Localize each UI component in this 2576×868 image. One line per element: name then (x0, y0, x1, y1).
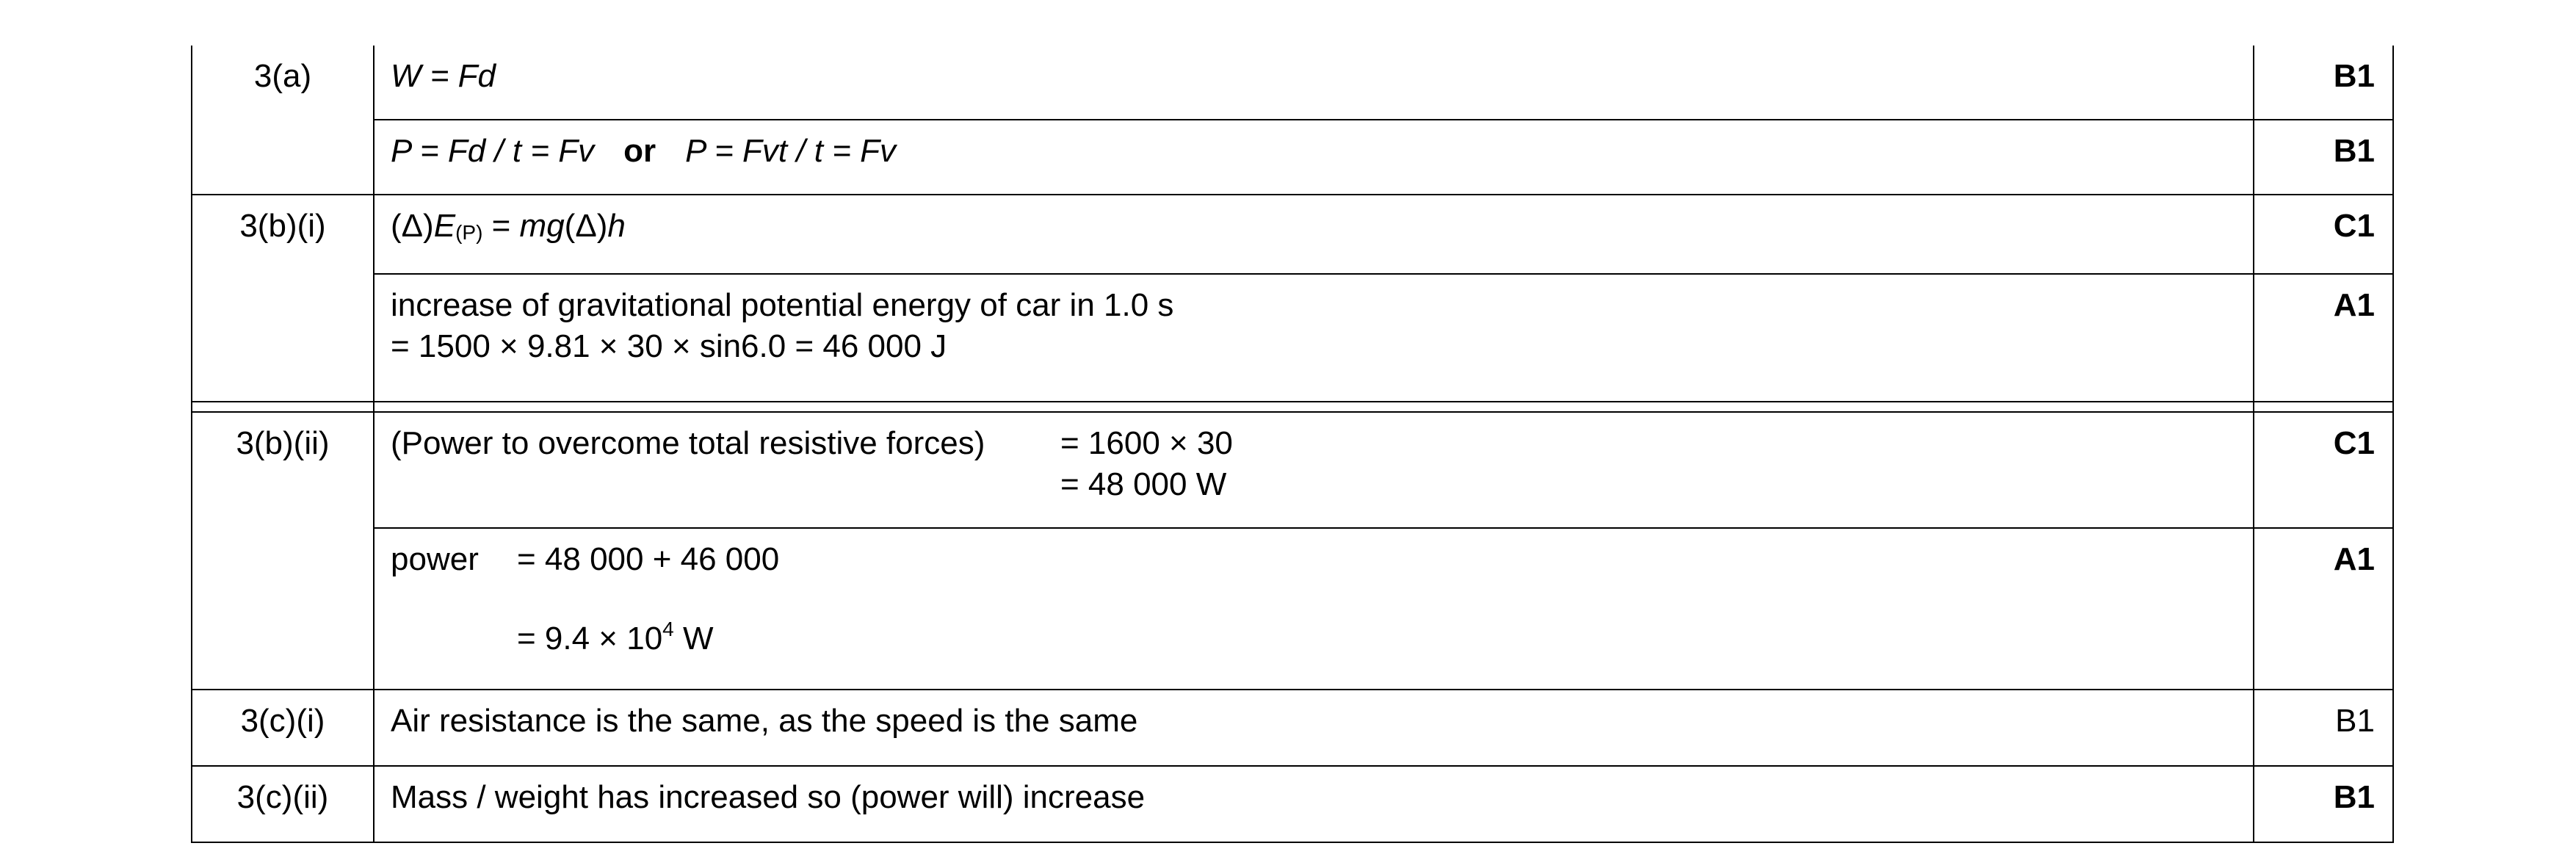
answer-cell (374, 46, 2254, 120)
power-result-prefix: = 9.4 × 10 (517, 621, 663, 657)
delta-open: (Δ) (391, 208, 434, 244)
answer-cell (374, 766, 2254, 842)
table-row (192, 46, 2393, 120)
mark-label: B1 (2335, 703, 2375, 739)
value-line: = 1600 × 30 (1060, 425, 1233, 461)
answer-text: W = Fd (391, 58, 496, 94)
table-row (192, 766, 2393, 842)
mark-label: C1 (2333, 425, 2375, 461)
question-number (192, 412, 374, 690)
answer-cell (374, 412, 2254, 528)
table-separator (192, 402, 2393, 412)
mark-label: C1 (2333, 208, 2375, 244)
power-result-exponent: 4 (662, 618, 674, 640)
answer-cell (374, 528, 2254, 690)
answer-cell (374, 274, 2254, 402)
question-number (192, 46, 374, 195)
answer-text: Air resistance is the same, as the speed is the same (391, 703, 1138, 739)
mark-cell (2254, 120, 2393, 195)
mark-cell (2254, 412, 2393, 528)
mark-label: B1 (2333, 779, 2375, 815)
question-number (192, 195, 374, 402)
mark-label: A1 (2333, 541, 2375, 577)
power-resistive-values (1060, 423, 1233, 505)
question-number (192, 766, 374, 842)
table-row (192, 528, 2393, 690)
power-resistive-block (391, 423, 2237, 505)
mark-label: B1 (2333, 58, 2375, 94)
table-row (192, 120, 2393, 195)
question-label: 3(c)(ii) (236, 779, 329, 815)
answer-line: = 1500 × 9.81 × 30 × sin6.0 = 46 000 J (391, 328, 947, 364)
question-label: 3(b)(ii) (236, 425, 330, 461)
question-number (192, 690, 374, 766)
mark-label: B1 (2333, 133, 2375, 169)
separator-cell (374, 402, 2254, 412)
question-label: 3(b)(i) (239, 208, 326, 244)
value-line: = 48 000 + 46 000 (517, 541, 780, 577)
grid-spacer (391, 618, 517, 659)
table-row (192, 412, 2393, 528)
energy-symbol: E (433, 208, 456, 244)
mark-scheme-table (191, 46, 2394, 843)
or-word: or (623, 133, 656, 169)
power-result-unit: W (673, 621, 714, 657)
h-symbol: h (607, 208, 626, 244)
mark-cell (2254, 528, 2393, 690)
mark-cell (2254, 195, 2393, 274)
mg-symbol: mg (519, 208, 565, 244)
table-row (192, 690, 2393, 766)
question-label: 3(c)(i) (240, 703, 325, 739)
value-line: = 48 000 W (1060, 466, 1227, 502)
value-line (517, 618, 2237, 659)
energy-subscript: (P) (455, 221, 483, 244)
answer-line: increase of gravitational potential energy of car in 1.0 s (391, 287, 1174, 323)
separator-cell (2254, 402, 2393, 412)
answer-text: Mass / weight has increased so (power will) increase (391, 779, 1146, 815)
equals-sign: = (482, 208, 520, 244)
question-label: 3(a) (253, 58, 312, 94)
delta-second: (Δ) (564, 208, 608, 244)
power-label: power (391, 541, 479, 577)
mark-cell (2254, 690, 2393, 766)
mark-label: A1 (2333, 287, 2375, 323)
table-row (192, 274, 2393, 402)
mark-cell (2254, 274, 2393, 402)
table-row (192, 195, 2393, 274)
answer-cell (374, 120, 2254, 195)
power-resistive-label: (Power to overcome total resistive forces) (391, 425, 985, 461)
separator-cell (192, 402, 374, 412)
answer-cell (374, 195, 2254, 274)
power-total-block (391, 539, 2237, 659)
equation-right: P = Fvt / t = Fv (685, 133, 897, 169)
mark-cell (2254, 46, 2393, 120)
equation-left: P = Fd / t = Fv (391, 133, 595, 169)
answer-cell (374, 690, 2254, 766)
mark-cell (2254, 766, 2393, 842)
